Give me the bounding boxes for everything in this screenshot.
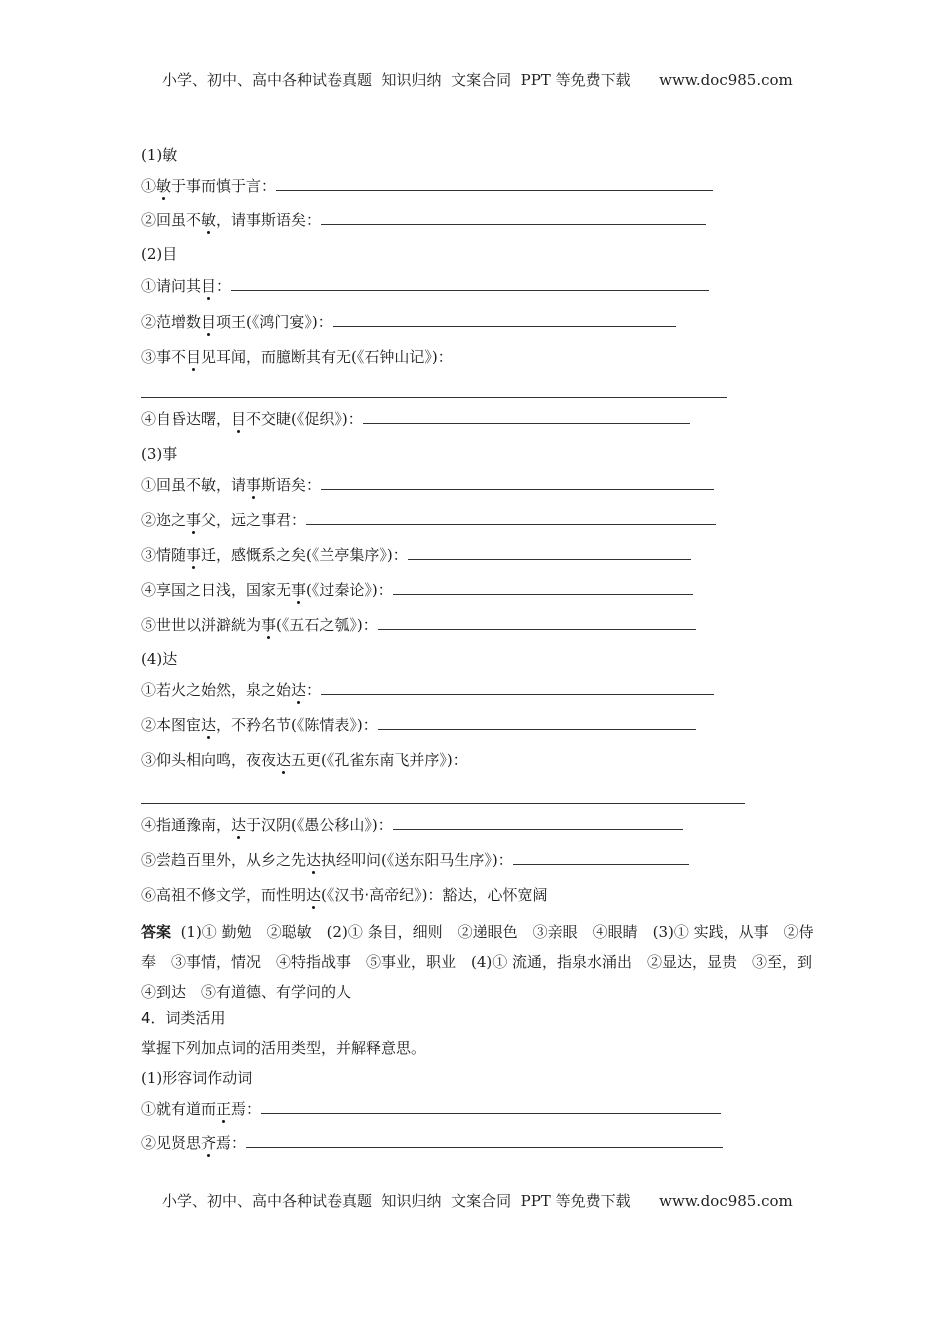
answer-blank[interactable] <box>363 409 690 424</box>
answer-blank[interactable] <box>321 210 706 225</box>
source-title: 《过秦论》 <box>311 581 372 599</box>
answer-blank[interactable] <box>261 1099 721 1114</box>
item-mu-2: ②范增数目项王(《鸿门宴》)： <box>141 311 676 333</box>
dotted-char: 达 <box>231 816 247 834</box>
item-shi-3: ③情随事迁，感慨系之矣(《兰亭集序》)： <box>141 544 691 566</box>
source-title: 《石钟山记》 <box>356 348 432 366</box>
item-shi-1: ①回虽不敏，请事斯语矣： <box>141 474 714 496</box>
answer-blank-fullline[interactable] <box>141 802 745 804</box>
dotted-char: 事 <box>261 616 277 634</box>
dotted-char: 达 <box>276 751 292 769</box>
item-mu-1: ①请问其目： <box>141 275 709 297</box>
item-shi-2: ②迩之事父，远之事君： <box>141 509 716 531</box>
item-p4-1: ①就有道而正焉： <box>141 1098 721 1120</box>
answer-blank[interactable] <box>306 510 716 525</box>
answer-blank[interactable] <box>246 1133 723 1148</box>
answer-block <box>141 917 828 1007</box>
item-da-5: ⑤尝趋百里外，从乡之先达执经叩问(《送东阳马生序》)： <box>141 849 689 871</box>
source-title: 《五石之瓠》 <box>281 616 357 634</box>
item-p4-2: ②见贤思齐焉： <box>141 1132 723 1154</box>
item-da-3: ③仰头相向鸣，夜夜达五更(《孔雀东南飞并序》)： <box>141 751 468 769</box>
section-title-mu: (2)目 <box>141 245 178 263</box>
page-footer: 小学、初中、高中各种试卷真题 知识归纳 文案合同 PPT 等免费下载 www.doc985.com <box>162 1192 793 1210</box>
answer-blank[interactable] <box>378 715 696 730</box>
part4-instruction: 掌握下列加点词的活用类型，并解释意思。 <box>141 1039 427 1057</box>
source-title: 《促织》 <box>296 410 342 428</box>
dotted-char: 敏 <box>201 211 217 229</box>
source-title: 《兰亭集序》 <box>311 546 387 564</box>
item-min-1: ①敏于事而慎于言： <box>141 175 713 197</box>
answer-blank[interactable] <box>378 615 696 630</box>
source-title: 《孔雀东南飞并序》 <box>326 751 447 769</box>
dotted-char: 达 <box>291 681 307 699</box>
answer-text: (1)① 勤勉 ②聪敏 (2)① 条目，细则 ②递眼色 ③亲眼 ④眼睛 (3)① 实践，从事 ②侍奉 ③事情，情况 ④特指战事 ⑤事业，职业 (4)① 流通，指泉水涌出 ②显达，显贵 ③至，到 ④到达 ⑤有道德、有学问的人 <box>141 923 828 1001</box>
item-da-6-note: 豁达，心怀宽阔 <box>442 886 548 904</box>
source-title: 《陈情表》 <box>296 716 357 734</box>
dotted-char: 达 <box>306 851 322 869</box>
section-title-shi: (3)事 <box>141 445 178 463</box>
answer-blank[interactable] <box>321 475 714 490</box>
source-title: 《愚公移山》 <box>296 816 372 834</box>
dotted-char: 正 <box>216 1100 232 1118</box>
answer-blank[interactable] <box>276 176 713 191</box>
item-da-2: ②本图宦达，不矜名节(《陈情表》)： <box>141 714 696 736</box>
answer-blank[interactable] <box>513 850 689 865</box>
dotted-char: 目 <box>201 277 217 295</box>
item-da-4: ④指通豫南，达于汉阴(《愚公移山》)： <box>141 814 683 836</box>
dotted-char: 事 <box>186 511 202 529</box>
answer-blank[interactable] <box>333 312 676 327</box>
source-title: 《送东阳马生序》 <box>386 851 492 869</box>
part4-heading: 4．词类活用 <box>141 1009 226 1027</box>
dotted-char: 目 <box>186 348 202 366</box>
dotted-char: 达 <box>306 886 322 904</box>
item-shi-4: ④享国之日浅，国家无事(《过秦论》)： <box>141 579 693 601</box>
source-title: 《鸿门宴》 <box>251 313 312 331</box>
part4-subtitle: (1)形容词作动词 <box>141 1069 253 1087</box>
item-min-2: ②回虽不敏，请事斯语矣： <box>141 209 706 231</box>
dotted-char: 达 <box>201 716 217 734</box>
answer-blank[interactable] <box>408 545 691 560</box>
item-da-6: ⑥高祖不修文学，而性明达(《汉书·高帝纪》)：豁达，心怀宽阔 <box>141 886 548 904</box>
answer-blank-fullline[interactable] <box>141 396 727 398</box>
dotted-char: 敏 <box>156 177 172 195</box>
answer-label: 答案 <box>141 923 172 941</box>
dotted-char: 事 <box>291 581 307 599</box>
item-da-1: ①若火之始然，泉之始达： <box>141 679 714 701</box>
dotted-char: 齐 <box>201 1134 217 1152</box>
dotted-char: 目 <box>231 410 247 428</box>
item-mu-4: ④自昏达曙，目不交睫(《促织》)： <box>141 408 690 430</box>
dotted-char: 事 <box>186 546 202 564</box>
item-shi-5: ⑤世世以洴澼絖为事(《五石之瓠》)： <box>141 614 696 636</box>
answer-blank[interactable] <box>321 680 714 695</box>
answer-blank[interactable] <box>393 815 683 830</box>
dotted-char: 目 <box>201 313 217 331</box>
answer-blank[interactable] <box>231 276 709 291</box>
item-mu-3: ③事不目见耳闻，而臆断其有无(《石钟山记》)： <box>141 348 453 366</box>
answer-blank[interactable] <box>393 580 693 595</box>
source-title: 《汉书·高帝纪》 <box>326 886 422 904</box>
page-header: 小学、初中、高中各种试卷真题 知识归纳 文案合同 PPT 等免费下载 www.doc985.com <box>162 71 793 89</box>
dotted-char: 事 <box>246 476 262 494</box>
section-title-da: (4)达 <box>141 650 178 668</box>
section-title-min: (1)敏 <box>141 146 178 164</box>
